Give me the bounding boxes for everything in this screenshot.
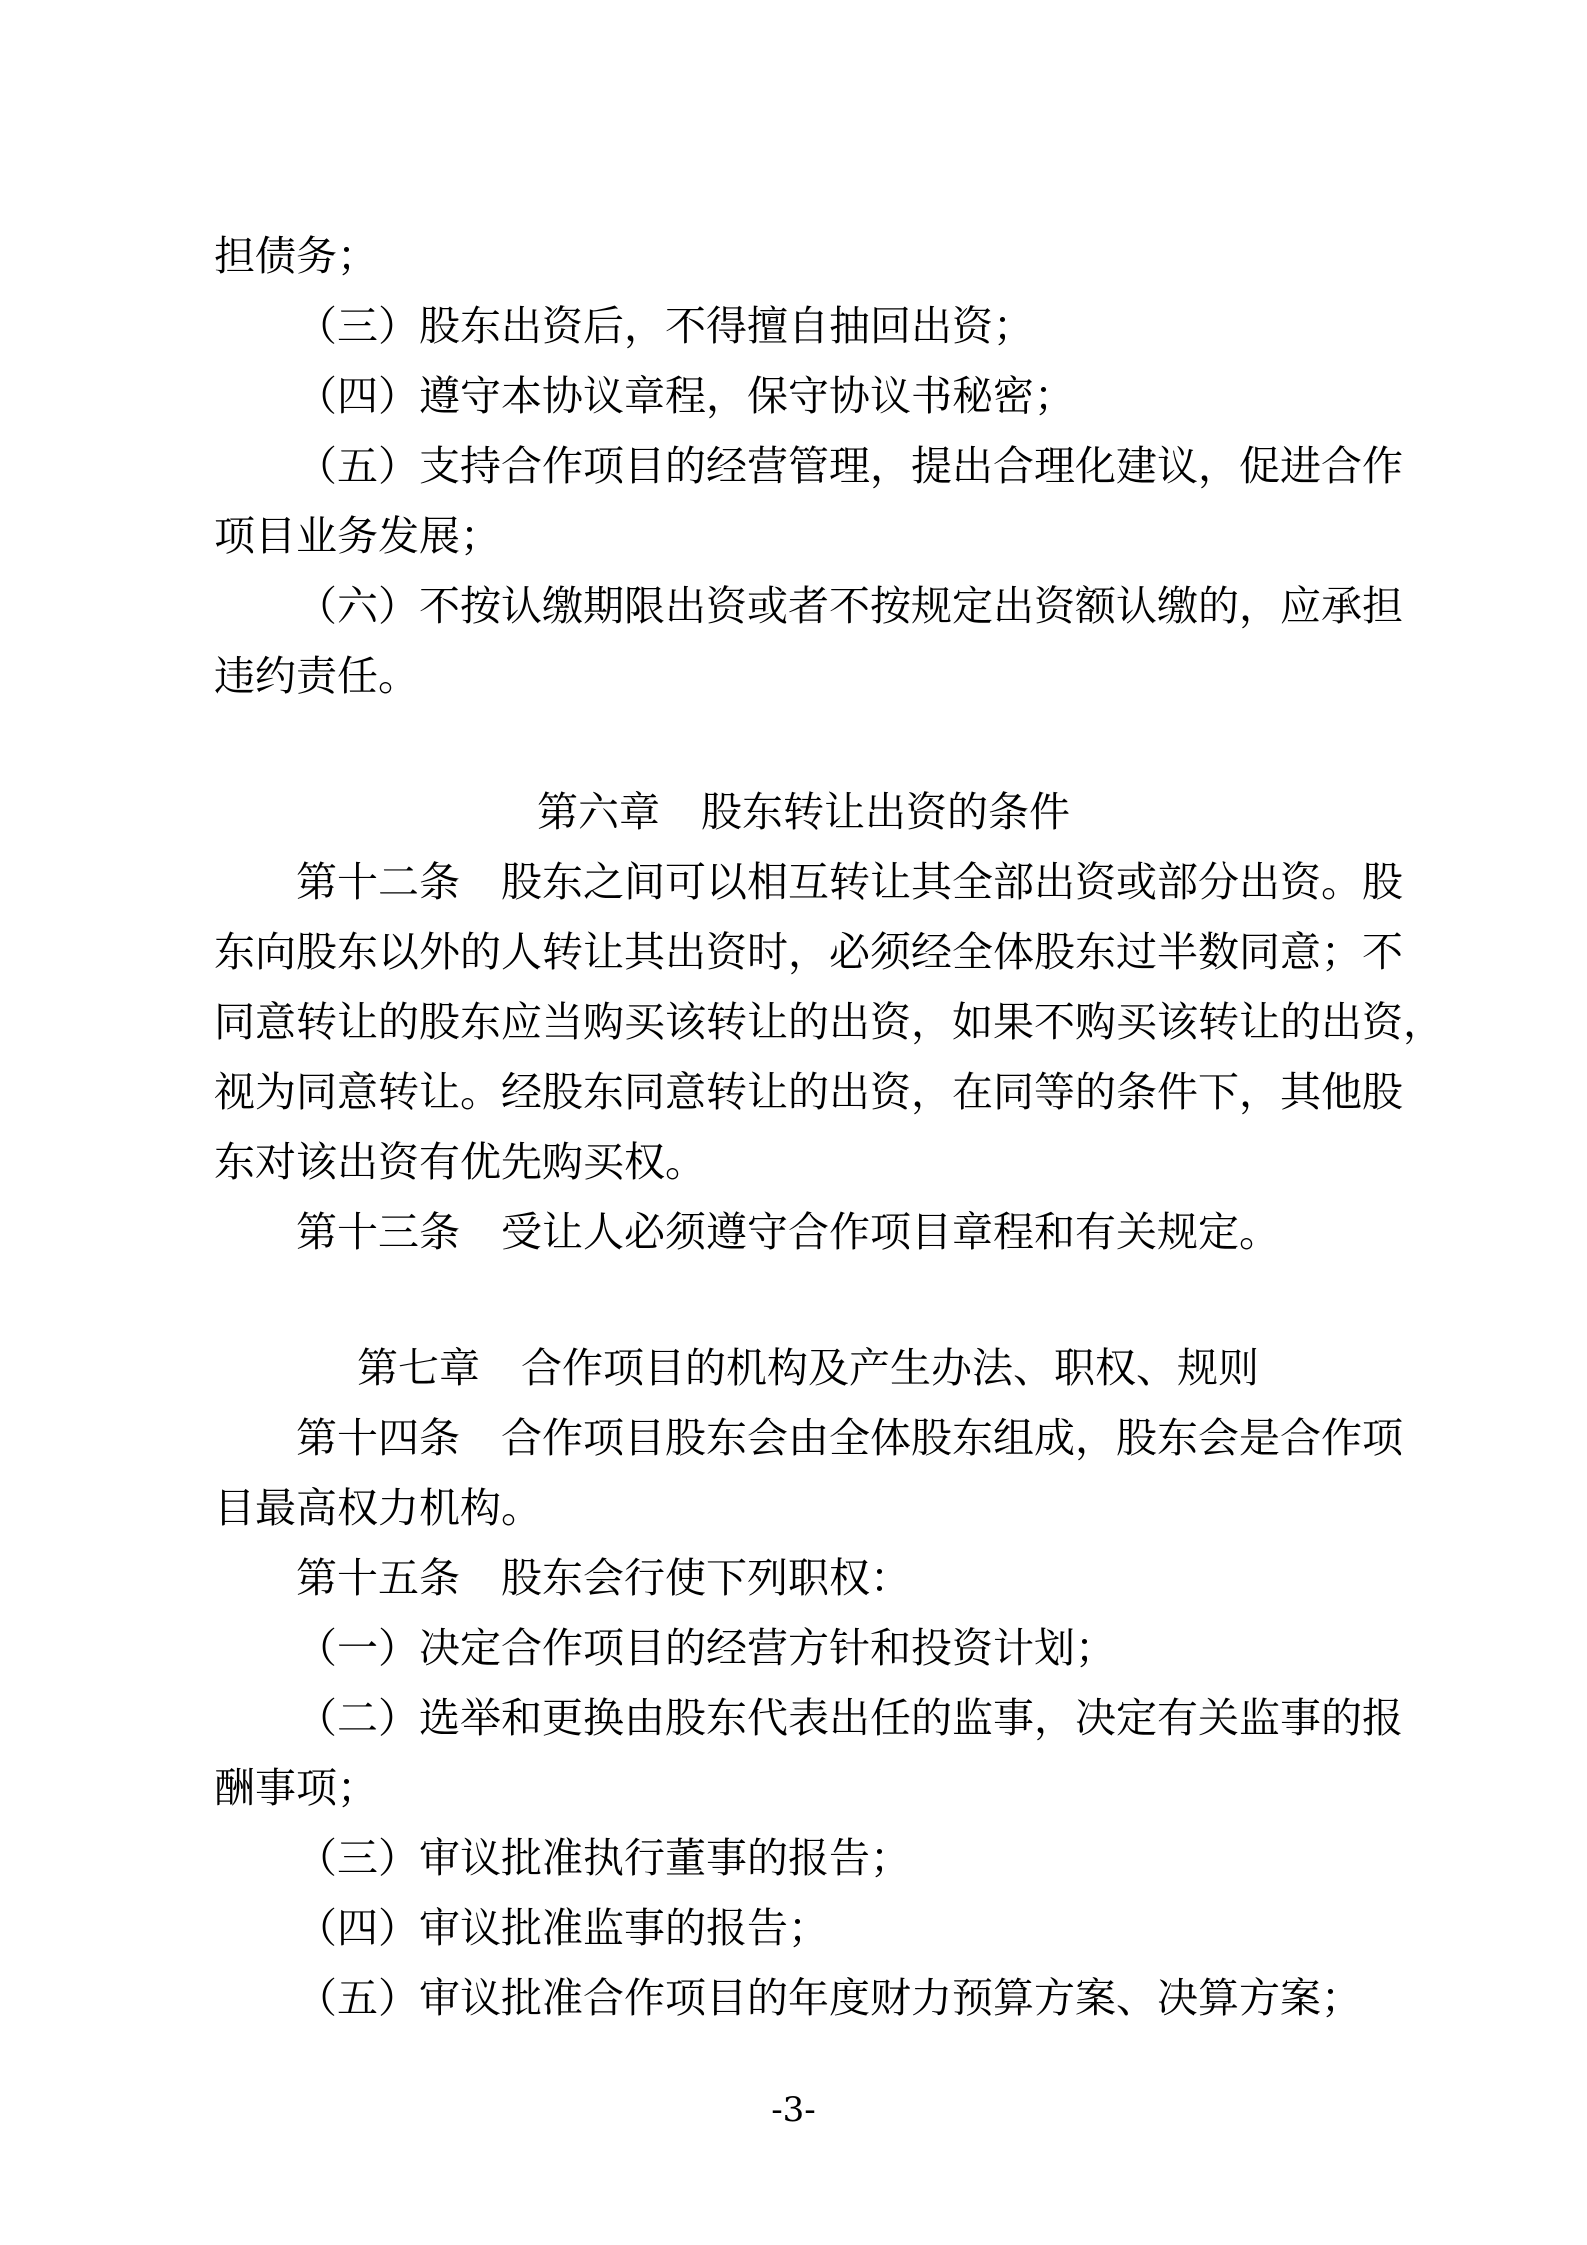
text-line: 第十二条 股东之间可以相互转让其全部出资或部分出资。股 bbox=[296, 858, 1403, 906]
text-line: （五）支持合作项目的经营管理，提出合理化建议，促进合作 bbox=[296, 442, 1403, 490]
text-line: 视为同意转让。经股东同意转让的出资，在同等的条件下，其他股 bbox=[214, 1068, 1403, 1116]
text-line: （三）股东出资后，不得擅自抽回出资； bbox=[296, 302, 1034, 350]
text-line: （二）选举和更换由股东代表出任的监事，决定有关监事的报 bbox=[296, 1694, 1403, 1742]
text-line: 第十五条 股东会行使下列职权： bbox=[296, 1554, 911, 1602]
chapter-heading: 第七章 合作项目的机构及产生办法、职权、规则 bbox=[357, 1344, 1259, 1392]
text-line: （四）遵守本协议章程，保守协议书秘密； bbox=[296, 372, 1075, 420]
text-line: 担债务； bbox=[214, 232, 378, 280]
text-line: 项目业务发展； bbox=[214, 512, 501, 560]
text-line: 第十四条 合作项目股东会由全体股东组成，股东会是合作项 bbox=[296, 1414, 1403, 1462]
text-line: （四）审议批准监事的报告； bbox=[296, 1904, 829, 1952]
page-number: -3- bbox=[771, 2090, 816, 2130]
text-line: （五）审议批准合作项目的年度财力预算方案、决算方案； bbox=[296, 1974, 1362, 2022]
chapter-heading: 第六章 股东转让出资的条件 bbox=[537, 788, 1070, 836]
text-line: （一）决定合作项目的经营方针和投资计划； bbox=[296, 1624, 1116, 1672]
text-line: 东向股东以外的人转让其出资时，必须经全体股东过半数同意；不 bbox=[214, 928, 1403, 976]
text-line: 同意转让的股东应当购买该转让的出资，如果不购买该转让的出资， bbox=[214, 998, 1444, 1046]
text-line: 东对该出资有优先购买权。 bbox=[214, 1138, 706, 1186]
text-line: 违约责任。 bbox=[214, 652, 419, 700]
text-line: 酬事项； bbox=[214, 1764, 378, 1812]
text-line: 第十三条 受让人必须遵守合作项目章程和有关规定。 bbox=[296, 1208, 1280, 1256]
text-line: （六）不按认缴期限出资或者不按规定出资额认缴的，应承担 bbox=[296, 582, 1403, 630]
text-line: 目最高权力机构。 bbox=[214, 1484, 542, 1532]
text-line: （三）审议批准执行董事的报告； bbox=[296, 1834, 911, 1882]
